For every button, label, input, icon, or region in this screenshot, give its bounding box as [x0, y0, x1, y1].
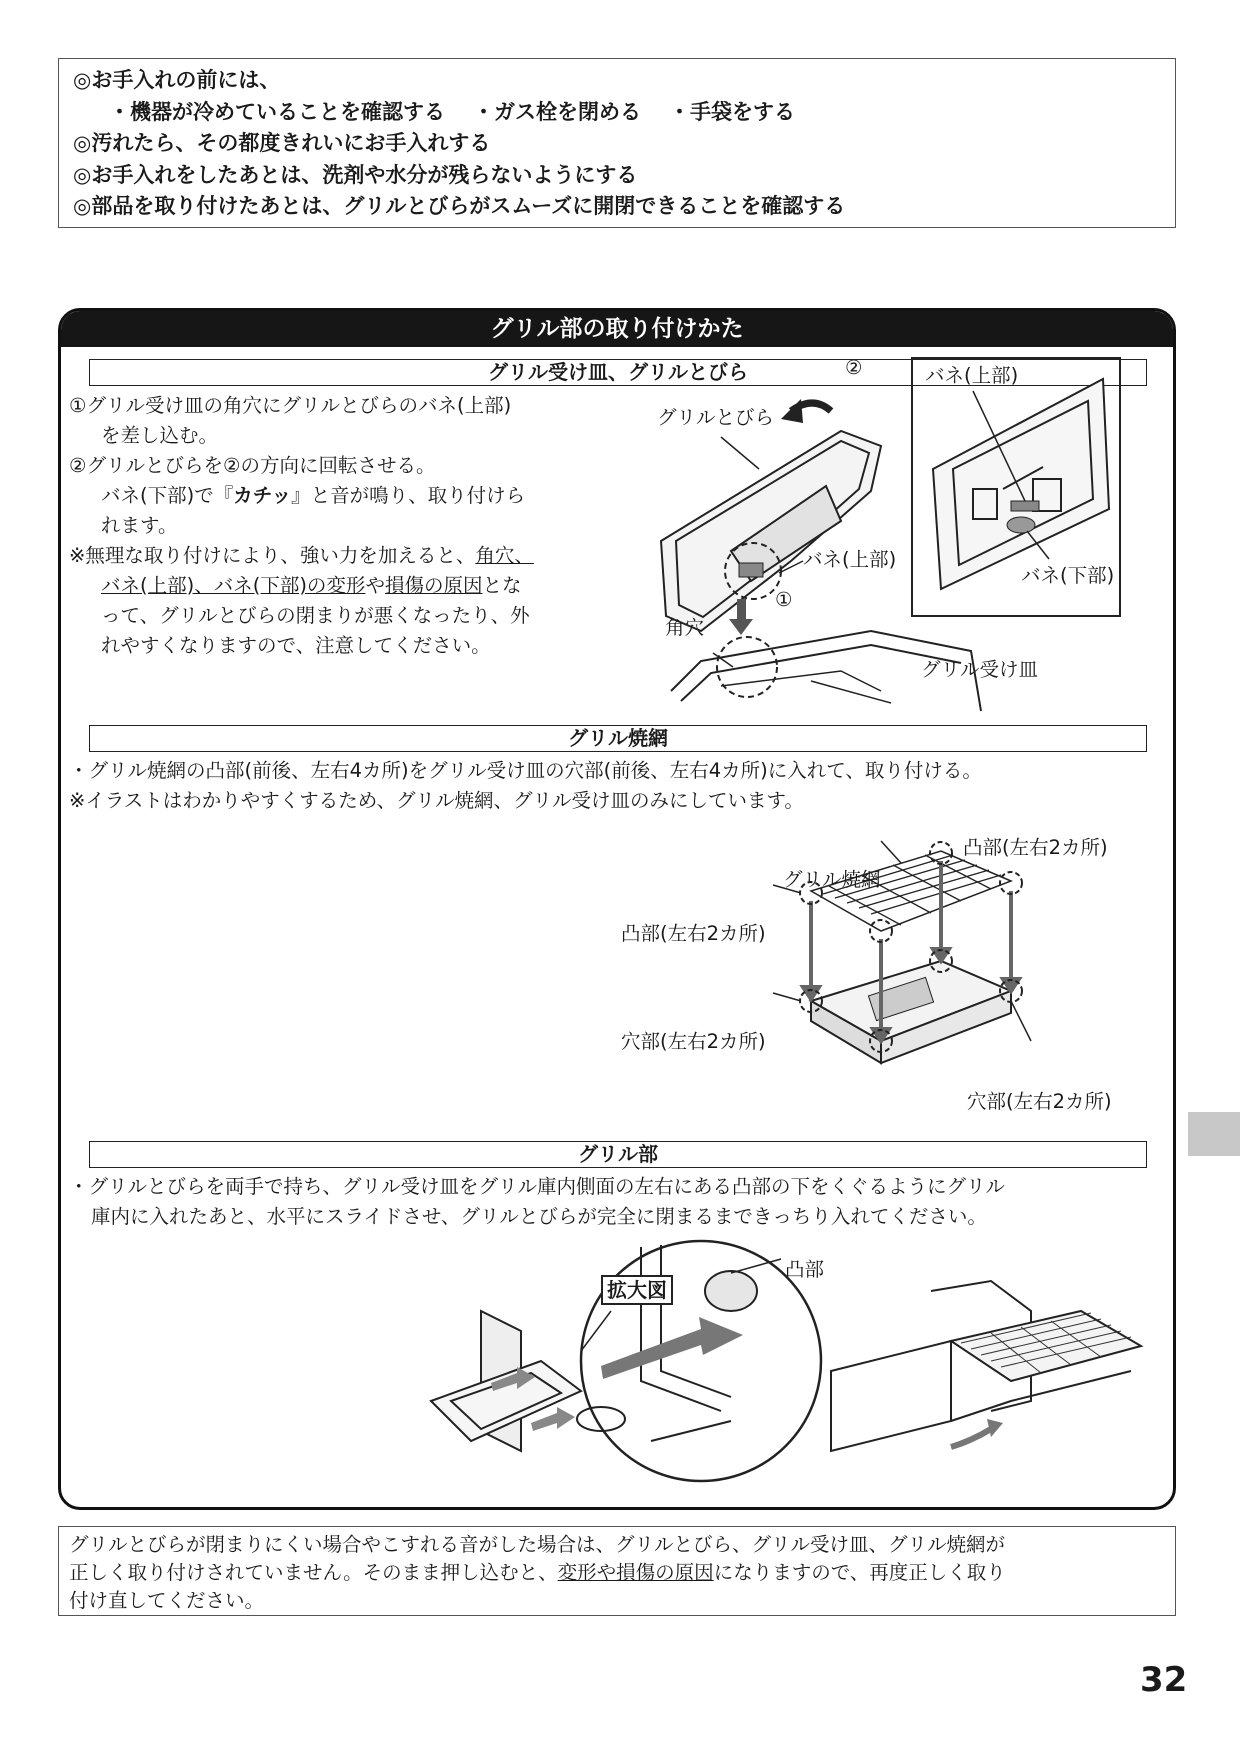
bottom-note-underlined: 変形や損傷の原因	[557, 1561, 714, 1584]
step-2-line: れます。	[101, 514, 178, 537]
section-header-grill-net: グリル焼網	[89, 725, 1147, 752]
chapter-tab	[1188, 1112, 1240, 1156]
net-instruction: ・グリル焼網の凸部(前後、左右4カ所)をグリル受け皿の穴部(前後、左右4カ所)に入れて、取り付ける。	[69, 759, 982, 782]
precaution-item: ・機器が冷めていることを確認する	[109, 99, 445, 124]
enlarged-view-tag: 拡大図	[601, 1275, 673, 1305]
page-number: 32	[1140, 1660, 1188, 1700]
caution-note-line: って、グリルとびらの閉まりが悪くなったり、外	[101, 604, 530, 627]
precaution-line: ◎お手入れをしたあとは、洗剤や水分が残らないようにする	[73, 162, 638, 187]
grill-insertion-illustration	[431, 1251, 1151, 1491]
label-hole-left: 穴部(左右2カ所)	[621, 1030, 766, 1053]
label-direction-1: ①	[775, 588, 793, 611]
bottom-note	[58, 1526, 1176, 1616]
label-boss: 凸部	[785, 1258, 825, 1281]
caution-underlined: 角穴、	[475, 544, 534, 567]
label-boss-left: 凸部(左右2カ所)	[621, 922, 766, 945]
step-2-line: ②グリルとびらを②の方向に回転させる。	[69, 454, 436, 477]
caution-note-line	[69, 541, 534, 572]
caution-text: とな	[482, 574, 522, 597]
grill-installation-panel	[58, 308, 1176, 1510]
precaution-item: ・手袋をする	[669, 99, 795, 124]
step-1-line: を差し込む。	[101, 424, 219, 447]
label-direction-2: ②	[845, 356, 863, 379]
precaution-box	[58, 58, 1176, 228]
step-2-line	[101, 481, 525, 512]
grill-instruction: ・グリルとびらを両手で持ち、グリル受け皿をグリル庫内側面の左右にある凸部の下をくぐるようにグリル	[69, 1175, 1006, 1198]
section-header-grill: グリル部	[89, 1141, 1147, 1168]
precaution-line: ◎お手入れの前には、	[73, 68, 281, 92]
step-1-line: ①グリル受け皿の角穴にグリルとびらのバネ(上部)	[69, 394, 512, 417]
label-grill-net: グリル焼網	[783, 868, 881, 891]
step-2-text: 』と音が鳴り、取り付けら	[291, 484, 526, 507]
section-header-tray-door: グリル受け皿、グリルとびら	[89, 359, 1147, 386]
caution-text: ※無理な取り付けにより、強い力を加えると、	[69, 544, 476, 567]
click-sound-text: カチッ	[233, 484, 292, 507]
label-grill-door: グリルとびら	[657, 406, 775, 429]
inset-detail-box	[911, 357, 1121, 617]
label-grill-tray: グリル受け皿	[921, 658, 1039, 681]
precaution-line: ◎汚れたら、その都度きれいにお手入れする	[73, 131, 491, 155]
net-note: ※イラストはわかりやすくするため、グリル焼網、グリル受け皿のみにしています。	[69, 789, 804, 812]
precaution-line: ◎部品を取り付けたあとは、グリルとびらがスムーズに開閉できることを確認する	[73, 194, 846, 218]
bottom-note-line: グリルとびらが閉まりにくい場合やこすれる音がした場合は、グリルとびら、グリル受け皿、グリル焼網が	[69, 1533, 1006, 1556]
label-boss-top-right: 凸部(左右2カ所)	[963, 836, 1108, 859]
caution-underlined: バネ(上部)、バネ(下部)の変形	[101, 574, 366, 597]
step-2-text: バネ(下部)で『	[101, 484, 234, 507]
caution-note-line: れやすくなりますので、注意してください。	[101, 634, 491, 657]
panel-title: グリル部の取り付けかた	[61, 311, 1173, 347]
label-square-hole: 角穴	[665, 616, 705, 639]
caution-text: や	[365, 574, 385, 597]
bottom-note-text: になりますので、再度正しく取り	[713, 1561, 1006, 1584]
grill-instruction: 庫内に入れたあと、水平にスライドさせ、グリルとびらが完全に閉まるまできっちり入れてください。	[91, 1205, 987, 1228]
precaution-item: ・ガス栓を閉める	[473, 99, 641, 124]
bottom-note-line	[69, 1559, 1165, 1587]
label-spring-upper: バネ(上部)	[803, 548, 897, 571]
label-inset-spring-lower: バネ(下部)	[1021, 564, 1115, 587]
label-inset-spring-upper: バネ(上部)	[925, 364, 1019, 387]
caution-underlined: 損傷の原因	[384, 574, 483, 597]
bottom-note-text: 正しく取り付けされていません。そのまま押し込むと、	[69, 1561, 558, 1584]
bottom-note-line: 付け直してください。	[69, 1589, 265, 1612]
precaution-items	[73, 97, 1161, 129]
caution-note-line	[101, 571, 521, 602]
label-hole-bottom-right: 穴部(左右2カ所)	[967, 1090, 1112, 1113]
